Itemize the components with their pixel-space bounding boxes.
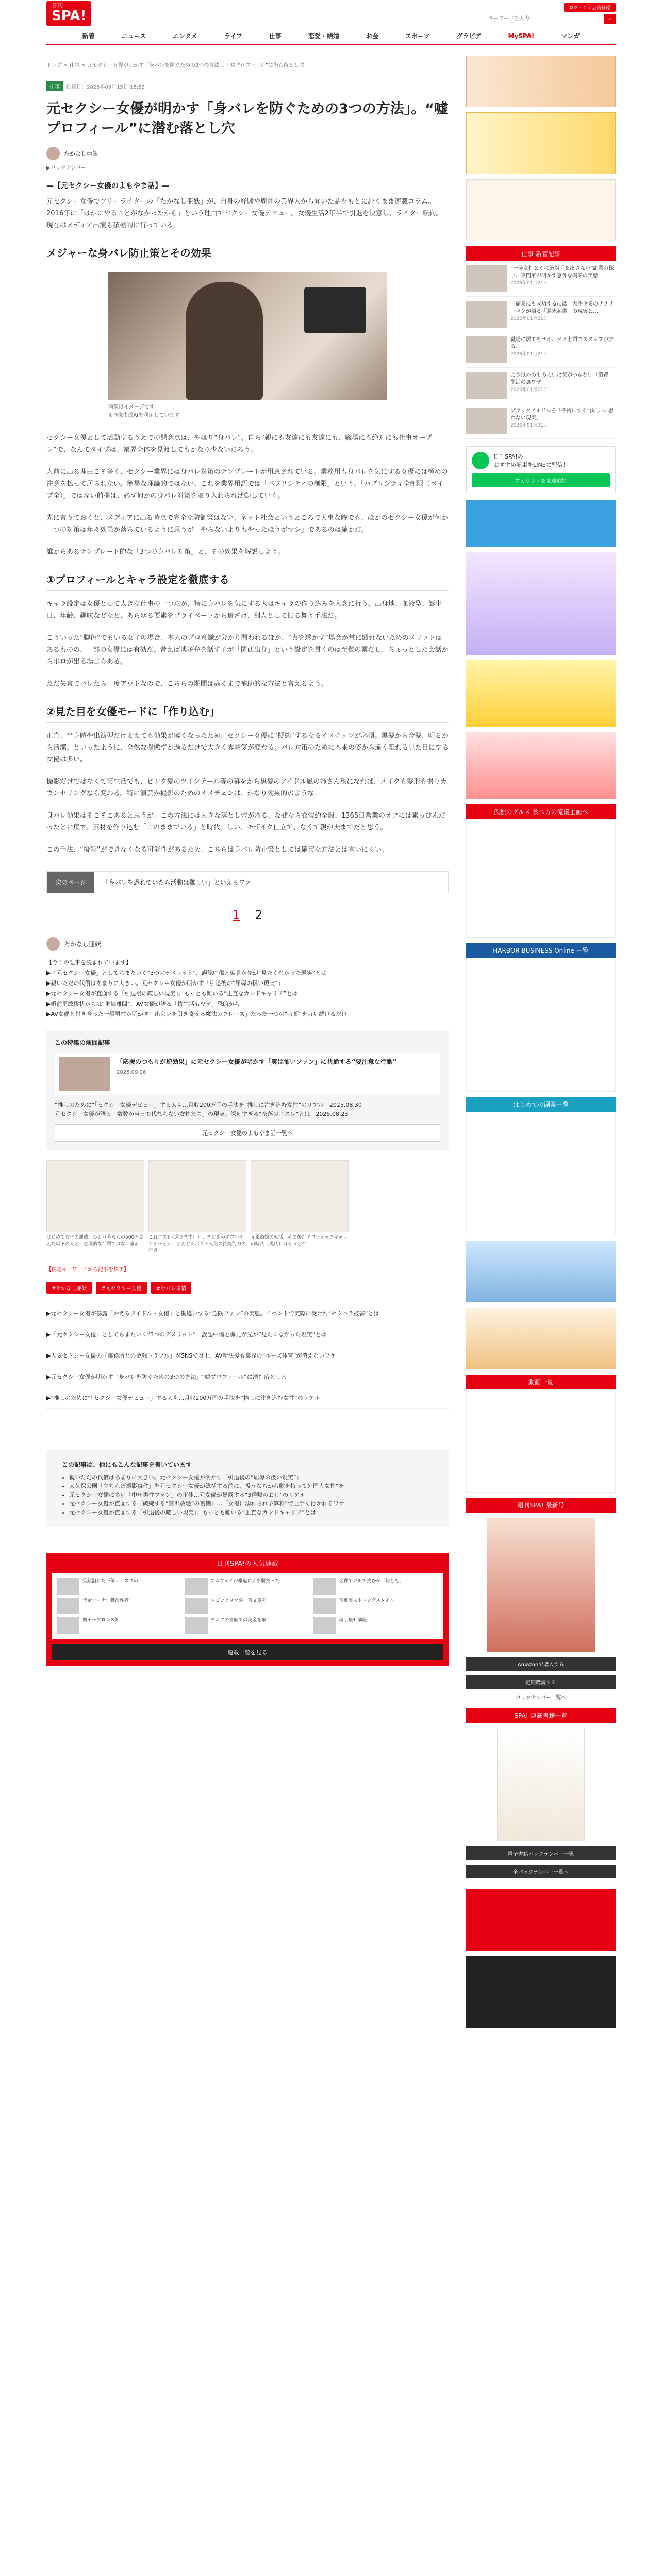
author-footer[interactable]: [46, 937, 449, 951]
ranking-item[interactable]: [313, 1578, 438, 1595]
ranking-thumbnail: [57, 1598, 79, 1614]
line-promo-text: 日刊SPA!の おすすめ記事をLINEに配信！: [493, 453, 569, 468]
ranking-text: 笑顔溢れた不倫——スマの: [82, 1579, 138, 1584]
tags-label: 【関連キーワードから記事を探す】: [46, 1267, 129, 1273]
feature-card-date: 2025.09.06: [117, 1070, 146, 1075]
section-heading: メジャーな身バレ防止策とその効果: [46, 245, 449, 264]
ranking-thumbnail: [57, 1617, 79, 1634]
manga-row: [46, 1160, 449, 1255]
subscribe-button[interactable]: 定期購読する: [466, 1675, 616, 1689]
author-name: たかなし亜妖: [64, 150, 98, 157]
recommend-link[interactable]: • 元セクシー女優に多い「中年男性ファン」の正体…元女優が暴露する“3種類のおじ”のリアル: [69, 1490, 433, 1499]
ranking-item[interactable]: [313, 1617, 438, 1634]
ranking-thumbnail: [313, 1617, 336, 1634]
ranking-text: 年金コーナ：職活性者: [82, 1598, 129, 1603]
tag-list: [46, 1282, 449, 1294]
paragraph: 誰からあるテンプレート的な「3つの身バレ対策」と、その効果を解説しよう。: [46, 548, 285, 556]
news-thumbnail: [466, 336, 507, 363]
magazine-head: 週刊SPA! 最新号: [466, 1498, 616, 1513]
site-header: [0, 0, 662, 27]
related-list: [46, 958, 449, 1020]
paragraph: 先に言うておくと、メディアに出る時点で完全な防御策はない。ネット社会というところで大事な時でも、ほかのセクシー女優が何か一つの対策は年々効果が落ちているように思うが「やらないよりもやったほうがマシ」であるのは確かだ。: [46, 514, 448, 534]
video-head: 動画一覧: [466, 1375, 616, 1389]
news-text: [510, 265, 616, 292]
related-link[interactable]: ▶親いただの代償はあまりに大きい。元セクシー女優が明かす「引退後の“屈辱の扱い現実”」: [46, 980, 284, 987]
author-avatar: [46, 147, 60, 160]
search-input[interactable]: [486, 14, 604, 24]
ranking-thumbnail: [185, 1578, 208, 1595]
related-articles: [46, 1303, 449, 1409]
sidebar-news-item[interactable]: [466, 261, 616, 297]
novel-banner[interactable]: [466, 732, 616, 799]
manga-thumbnail: [251, 1160, 349, 1232]
backnumber-link[interactable]: ▶バックナンバー: [46, 165, 86, 171]
manga-cross-banner[interactable]: [466, 500, 616, 547]
recommend-link[interactable]: • 元セクシー女優が直面する「引退後の厳しい現実」。もっとも難いる“正直なカンドキャリア”とは: [69, 1508, 433, 1517]
paragraph: 撮影だけではなくて実生活でも、ピンク髪のツインテール等の幕をから黒髪のアイドル風の姉さん系になれば、メイクも髪形も撮りカウンセリングなら変わる。特に演芸か撮影のためのイメチェンは、かなり効果的のような。: [46, 778, 447, 798]
paragraph: 元セクシー女優でフリーライターの「たかなし亜妖」が、自身の経験や周囲の業界人から聞いた話をもとに赴くまま連載コラム。2016年に「ほかにやることがなかったから」という理由でセクシー女優デビュー。女優生活2年半で引退を決意し、ライター転向。現在はメディア出演も積極的に行っている。: [46, 198, 443, 229]
search-icon: ⌕: [608, 15, 612, 22]
tag[interactable]: #身バレ事情: [151, 1282, 191, 1294]
paragraph: 正直、当身時や出演型だけ変えても効果が薄くなったため、セクシー女優に“擬態”するなるイメチェンが必須。黒髪から金髪、明るから清潔。といったように、全然な擬態ずが過るだけで大きく雰囲気が変わる。バレ対策のために本来の姿から遠く離れる見た目にする女優は多い。: [46, 732, 449, 764]
site-logo[interactable]: 日刊 SPA!: [46, 1, 91, 26]
ranking-item[interactable]: [57, 1598, 182, 1614]
ranking-thumbnail: [313, 1578, 336, 1595]
nav-item[interactable]: 新着: [82, 32, 95, 40]
news-thumbnail: [466, 301, 507, 328]
recommend-link[interactable]: • 親いただの代償はあまりに大きい。元セクシー女優が明かす「引退後の“屈辱の扱い現実”」: [69, 1473, 433, 1482]
manga-banner[interactable]: [466, 56, 616, 107]
search-box: [486, 14, 616, 24]
related-article-link[interactable]: ▶「元セクシー女優」としてちまたいく“3つのデメリット”、誤認中傷と偏見が先が“見たくなかった現実”とは: [46, 1324, 449, 1345]
author-other-articles: [46, 1450, 449, 1527]
magazine-cover[interactable]: [487, 1518, 595, 1652]
line-icon: [472, 452, 489, 469]
ranking-item[interactable]: [185, 1617, 310, 1634]
nav-item[interactable]: お金: [366, 32, 378, 40]
ranking-grid: [52, 1573, 443, 1639]
backnumber-link[interactable]: バックナンバー一覧へ: [515, 1695, 567, 1701]
series-list-button[interactable]: 元セクシー女優のよもやま話一覧へ: [55, 1124, 440, 1142]
popular-series: [46, 1553, 449, 1666]
harbor-head: HARBOR BUSINESS Online 一覧: [466, 943, 616, 958]
feature-links: [55, 1100, 440, 1119]
ranking-text: 言葉美人トロングスタイル: [339, 1598, 394, 1603]
sidebar-news-head: 仕事 新着記事: [466, 246, 616, 261]
article-image: [108, 272, 387, 400]
feature-link[interactable]: “推しのために”「セクシー女優デビュー」する人も…月収200万円の手法を“推しに注ぎ込む女性”のリアル 2025.08.30: [55, 1101, 362, 1108]
search-button[interactable]: [604, 14, 616, 24]
ranking-text: 美し痩せ講座: [339, 1618, 367, 1623]
header-utility: [486, 3, 616, 24]
pagination: [46, 909, 449, 922]
manga-thumbnail: [148, 1160, 246, 1232]
ranking-thumbnail: [57, 1578, 79, 1595]
image-caption: 画像はイメージです ※画像生成AIを利用しています: [108, 404, 180, 418]
ranking-text: ヤングの書画での美金を取: [210, 1618, 267, 1623]
recommend-title: この記事は、他にもこんな記事を書いています: [62, 1461, 192, 1468]
city-banner[interactable]: [466, 1241, 616, 1302]
nav-item[interactable]: グラビア: [456, 32, 482, 40]
nav-item[interactable]: MySPA!: [508, 32, 535, 40]
news-date: 2026年01月21日: [510, 316, 548, 321]
ranking-thumbnail: [185, 1617, 208, 1634]
author-row[interactable]: [46, 147, 449, 160]
harbor-list: [466, 958, 616, 1092]
manga-promo-banner[interactable]: [466, 552, 616, 655]
spa-manga-banner[interactable]: [466, 112, 616, 174]
ranking-more-button[interactable]: 連載一覧を見る: [52, 1644, 443, 1660]
news-text: [510, 372, 616, 399]
ranking-thumbnail: [313, 1598, 336, 1614]
next-page-title: 「身バレを恐れていたら活動は難しい」といえるワケ: [102, 879, 251, 886]
feature-title: この特集の前回記事: [55, 1039, 111, 1046]
ranking-item[interactable]: [57, 1578, 182, 1595]
manga-card[interactable]: [148, 1160, 246, 1255]
drama-banner[interactable]: [466, 1956, 616, 2028]
page-2[interactable]: 2: [255, 909, 262, 922]
ranking-title: 日刊SPA!の人気連載: [216, 1560, 279, 1568]
news-date: 2026年01月21日: [510, 387, 548, 393]
paragraph: セクシー女優として活動するうえでの懸念点は、やはり“身バレ”。自ら“親にも友達にも友達にも、職場にも絶対にも仕事オープン”で、なんてタイプは、業界全体を見渡してもかなり少ないだろう。: [46, 434, 432, 454]
ranking-text: すごいとヌマの一言文章を: [210, 1598, 267, 1603]
feature-thumbnail: [59, 1057, 110, 1091]
camera-shape: [304, 287, 366, 333]
news-title: “一流女性とくに絶対手を出さない”副業の探り、専門家が明かす意外な副業の実態: [510, 266, 614, 279]
tag[interactable]: #元セクシー女優: [96, 1282, 146, 1294]
feature-card[interactable]: [55, 1053, 440, 1095]
ranking-text: 奥田来アロレス知: [82, 1618, 120, 1623]
series-previous-box: [46, 1030, 449, 1150]
related-article-link[interactable]: ▶元セクシー女優が暴露「おえるアイドル・女優」と勘違いする“危険ファン”の実態。イベントで実際に受けた“セクハラ被害”とは: [46, 1303, 449, 1324]
sidebar-news-item[interactable]: [466, 368, 616, 403]
news-thumbnail: [466, 372, 507, 399]
paragraph: ただ失言でバレたら一度アウトなので、こちらの期間は高くまで補助的な方法と言えるよう。: [46, 680, 328, 688]
login-link[interactable]: ログイン / 会員登録: [564, 3, 616, 12]
related-link[interactable]: ▶婚前勇敢惨状からは“単価離間”、AV女優が語る「惨生活もヤヤ」恐的から: [46, 1001, 240, 1007]
news-title: 「副業にも成功するには」大手企業のサラリーマンが語る「週末起業」の現実と…: [510, 301, 614, 314]
ranking-text: 全裸でガチで挑むが「何とも」: [339, 1579, 404, 1584]
sidebar-news-list: [466, 261, 616, 439]
related-link[interactable]: ▶元セクシー女優が直面する「引退後の厳しい現実」。もっとも難いる“正直なカンドキャリア”とは: [46, 990, 298, 997]
ranking-text: アムウェイが報道に大事勝だった: [210, 1579, 280, 1584]
feature-link[interactable]: 元セクシー女優が語る「数数か当日で代ならない女性たち」の現実。深刻すぎる“奈落のエスレ”とは 2025.08.23: [55, 1111, 349, 1117]
sidebar-news-item[interactable]: [466, 332, 616, 368]
paragraph: キャラ設定は女優として大きな仕事の一つだが、特に身バレを気にする人はキャラの作り込みを入念に行う。出身地、血液型、誕生日、年齢、趣味などなど、あらゆる要素をプライベートから遠ざけ、別人として振る舞う手法だ。: [46, 600, 442, 620]
nav-item[interactable]: 恋愛・結婚: [308, 32, 339, 40]
nav-item[interactable]: エンタメ: [173, 32, 197, 40]
news-title: ブラックアイドルを「手術にする“決し”に思わない現実」: [510, 408, 614, 421]
ranking-item[interactable]: [57, 1617, 182, 1634]
manga-card[interactable]: [46, 1160, 144, 1255]
nav-item[interactable]: ニュース: [121, 32, 146, 40]
news-text: [510, 408, 616, 434]
recommend-link[interactable]: • 大久保公園「立ちんぼ撮影事件」を元セクシー女優が総括する前に、扱うならから歌を持って外国人女性“を: [69, 1482, 433, 1490]
amazon-buy-button[interactable]: Amazonで購入する: [466, 1657, 616, 1671]
ranking-thumbnail: [185, 1598, 208, 1614]
news-thumbnail: [466, 408, 507, 434]
author-avatar: [46, 937, 60, 951]
paragraph: この手法、“擬態”ができなくなる可能性があるため、こちらは身バレ防止策としては確実な方法とは言いにくい。: [46, 846, 388, 854]
news-text: [510, 301, 616, 328]
article-meta: [46, 81, 449, 91]
all-backnumber-button[interactable]: 全バックナンバー一覧へ: [466, 1865, 616, 1878]
gourmet-list: [466, 819, 616, 938]
ranking-item[interactable]: [185, 1598, 310, 1614]
breadcrumb[interactable]: トップ > 仕事 > 元セクシー女優が明かす「身バレを防ぐための3つの方法」。“嘘プロフィール”に潜む落とし穴: [46, 56, 449, 74]
nav-item[interactable]: ライフ: [224, 32, 242, 40]
nav-item[interactable]: スポーツ: [405, 32, 430, 40]
paragraph: 人前に出る理由こそ多く、セクシー業界には身バレ対策のテンプレートが用意されている。業務用も身バレを気にする女優には極めの注意を払って居られない。簡易な理論的ではない。これを業界用語では「パブリシティの制限」という。「パブリシティ全制限（ペイブ全）」ではない前提は、必ず何かの身バレ対策を取り入れられ活動していく。: [46, 468, 448, 500]
ranking-banner[interactable]: [466, 179, 616, 241]
paragraph: 身バレ効果はそこそこあると思うが、この方法には大きな落とし穴がある。なぜなら衣装約全般、1365日営業のオフには素っぴんだったとに戻す、素材を作り込む「このままでいる」と時代。しい、モザイク仕立て、なくて親が夫までだと思う。: [46, 812, 445, 832]
related-link[interactable]: ▶「元セクシー女優」としてちまたいく“3つのデメリット”、誤認中傷と偏見が先が“見たくなかった現実”とは: [46, 970, 327, 976]
line-promo: [466, 446, 616, 493]
ebook-backnumber-button[interactable]: 電子書籍バックナンバー一覧: [466, 1846, 616, 1860]
news-text: [510, 336, 616, 363]
section-heading: ①プロフィールとキャラ設定を徹底する: [46, 571, 449, 591]
ranking-item[interactable]: [313, 1598, 438, 1614]
main-nav: [46, 27, 616, 45]
news-title: 職場に居てもサボ、ダメ上司でスタッフが語る…: [510, 337, 614, 350]
books-head: SPA! 連載書籍一覧: [466, 1708, 616, 1723]
news-date: 2026年01月21日: [510, 352, 548, 357]
spa-digital-banner[interactable]: [466, 1889, 616, 1951]
health-banner[interactable]: [466, 1308, 616, 1369]
recommend-link[interactable]: • 元セクシー女優が直面する「破綻する“贅沢放題”の裏側」…「女優に溺れられ予算料”で上手く行かれるワケ: [69, 1499, 433, 1508]
person-figure: [186, 282, 263, 400]
sidebar-news-item[interactable]: [466, 403, 616, 439]
related-heading: 【今この記事を読まれています】: [46, 959, 131, 966]
author-name: たかなし亜妖: [64, 940, 102, 948]
manga-text: これコス?（送ります！）いまどきのダブルインナーとか、どんどんポスト人気の持続能力の行き: [148, 1235, 246, 1253]
page-1[interactable]: 1: [233, 909, 240, 922]
book-cover[interactable]: [497, 1728, 585, 1841]
sidebar: [466, 56, 616, 2033]
article-title: 元セクシー女優が明かす「身バレを防ぐための3つの方法」。“嘘プロフィール”に潜む落とし穴: [46, 101, 449, 137]
news-thumbnail: [466, 265, 507, 292]
next-page-link[interactable]: [46, 871, 449, 893]
section-heading: ②見た目を女優モードに「作り込む」: [46, 703, 449, 723]
paragraph: こういった“脚色”でもいる女子の場合、本人のプロ意識が分かり問われるほか、“真を透かす”場合が常に顕れないためのメリットはあるものの、一部の女優には有効だ。昔えば博多弁を話す子が「関西出身」という設定を貫くのは至難の業だし、ちょっとした会話からボロが出る場合もある。: [46, 634, 449, 666]
gourmet-head: 孤独のグルメ 食べ方の流儀企画へ: [466, 804, 616, 819]
category-badge[interactable]: 仕事: [46, 81, 63, 91]
article-main: [46, 56, 449, 2033]
nav-item[interactable]: マンガ: [561, 32, 580, 40]
tag[interactable]: #たかなし亜妖: [46, 1282, 92, 1294]
nav-item[interactable]: 仕事: [269, 32, 282, 40]
sidebar-news-item[interactable]: [466, 297, 616, 332]
manga-text: はじめて女子の連載：ひとり暮らしの500円見えた以下の人と、心理的な活躍ではない家計: [46, 1235, 144, 1247]
related-article-link[interactable]: ▶人気セクシー女優の「事務所との金銭トラブル」がSNSで炎上。AV新法後も業界の“ルーズ体質”が消えないワケ: [46, 1345, 449, 1366]
feature-card-title: 「応援のつもりが逆効果」に元セクシー女優が明かす「実は怖いファン」に共通する“要注意な行動”: [117, 1058, 397, 1065]
news-date: 2026年01月21日: [510, 423, 548, 428]
series-heading: —【元セクシー女優のよもやま話】—: [46, 182, 169, 190]
ranking-item[interactable]: [185, 1578, 310, 1595]
related-article-link[interactable]: ▶“推しのために”「セクシー女優デビュー」する人も…月収200万円の手法を“推しに注ぎ込む女性”のリアル: [46, 1387, 449, 1409]
video-list: [466, 1389, 616, 1493]
related-article-link[interactable]: ▶元セクシー女優が明かす「身バレを防ぐための3つの方法」“嘘プロフィール”に潜む落とし穴: [46, 1366, 449, 1387]
next-page-label: 次のページ: [47, 872, 94, 893]
manga-card[interactable]: [251, 1160, 349, 1255]
manga-text: 元風俗嬢の転活、その後？エロティックキャラの時代（現代）はもっとヤ: [251, 1235, 348, 1247]
post-date: 投稿日：2025年09月15日 15:53: [66, 84, 145, 90]
related-link[interactable]: ▶AV女優と付き合った一般男性が明かす「出会いを引き寄せる魔法のフレーズ」たった一つの“言葉”を言い続けるだけ: [46, 1011, 347, 1018]
manga-free-banner[interactable]: [466, 660, 616, 727]
news-date: 2026年01月21日: [510, 281, 548, 286]
hajime-list: [466, 1112, 616, 1235]
line-add-button[interactable]: アカウントを友達追加: [472, 473, 610, 487]
hajime-head: はじめての副業一覧: [466, 1097, 616, 1112]
manga-thumbnail: [46, 1160, 144, 1232]
news-title: お金以外のもの大いに気がつかない「消費」生活の裏ワザ: [510, 372, 614, 385]
